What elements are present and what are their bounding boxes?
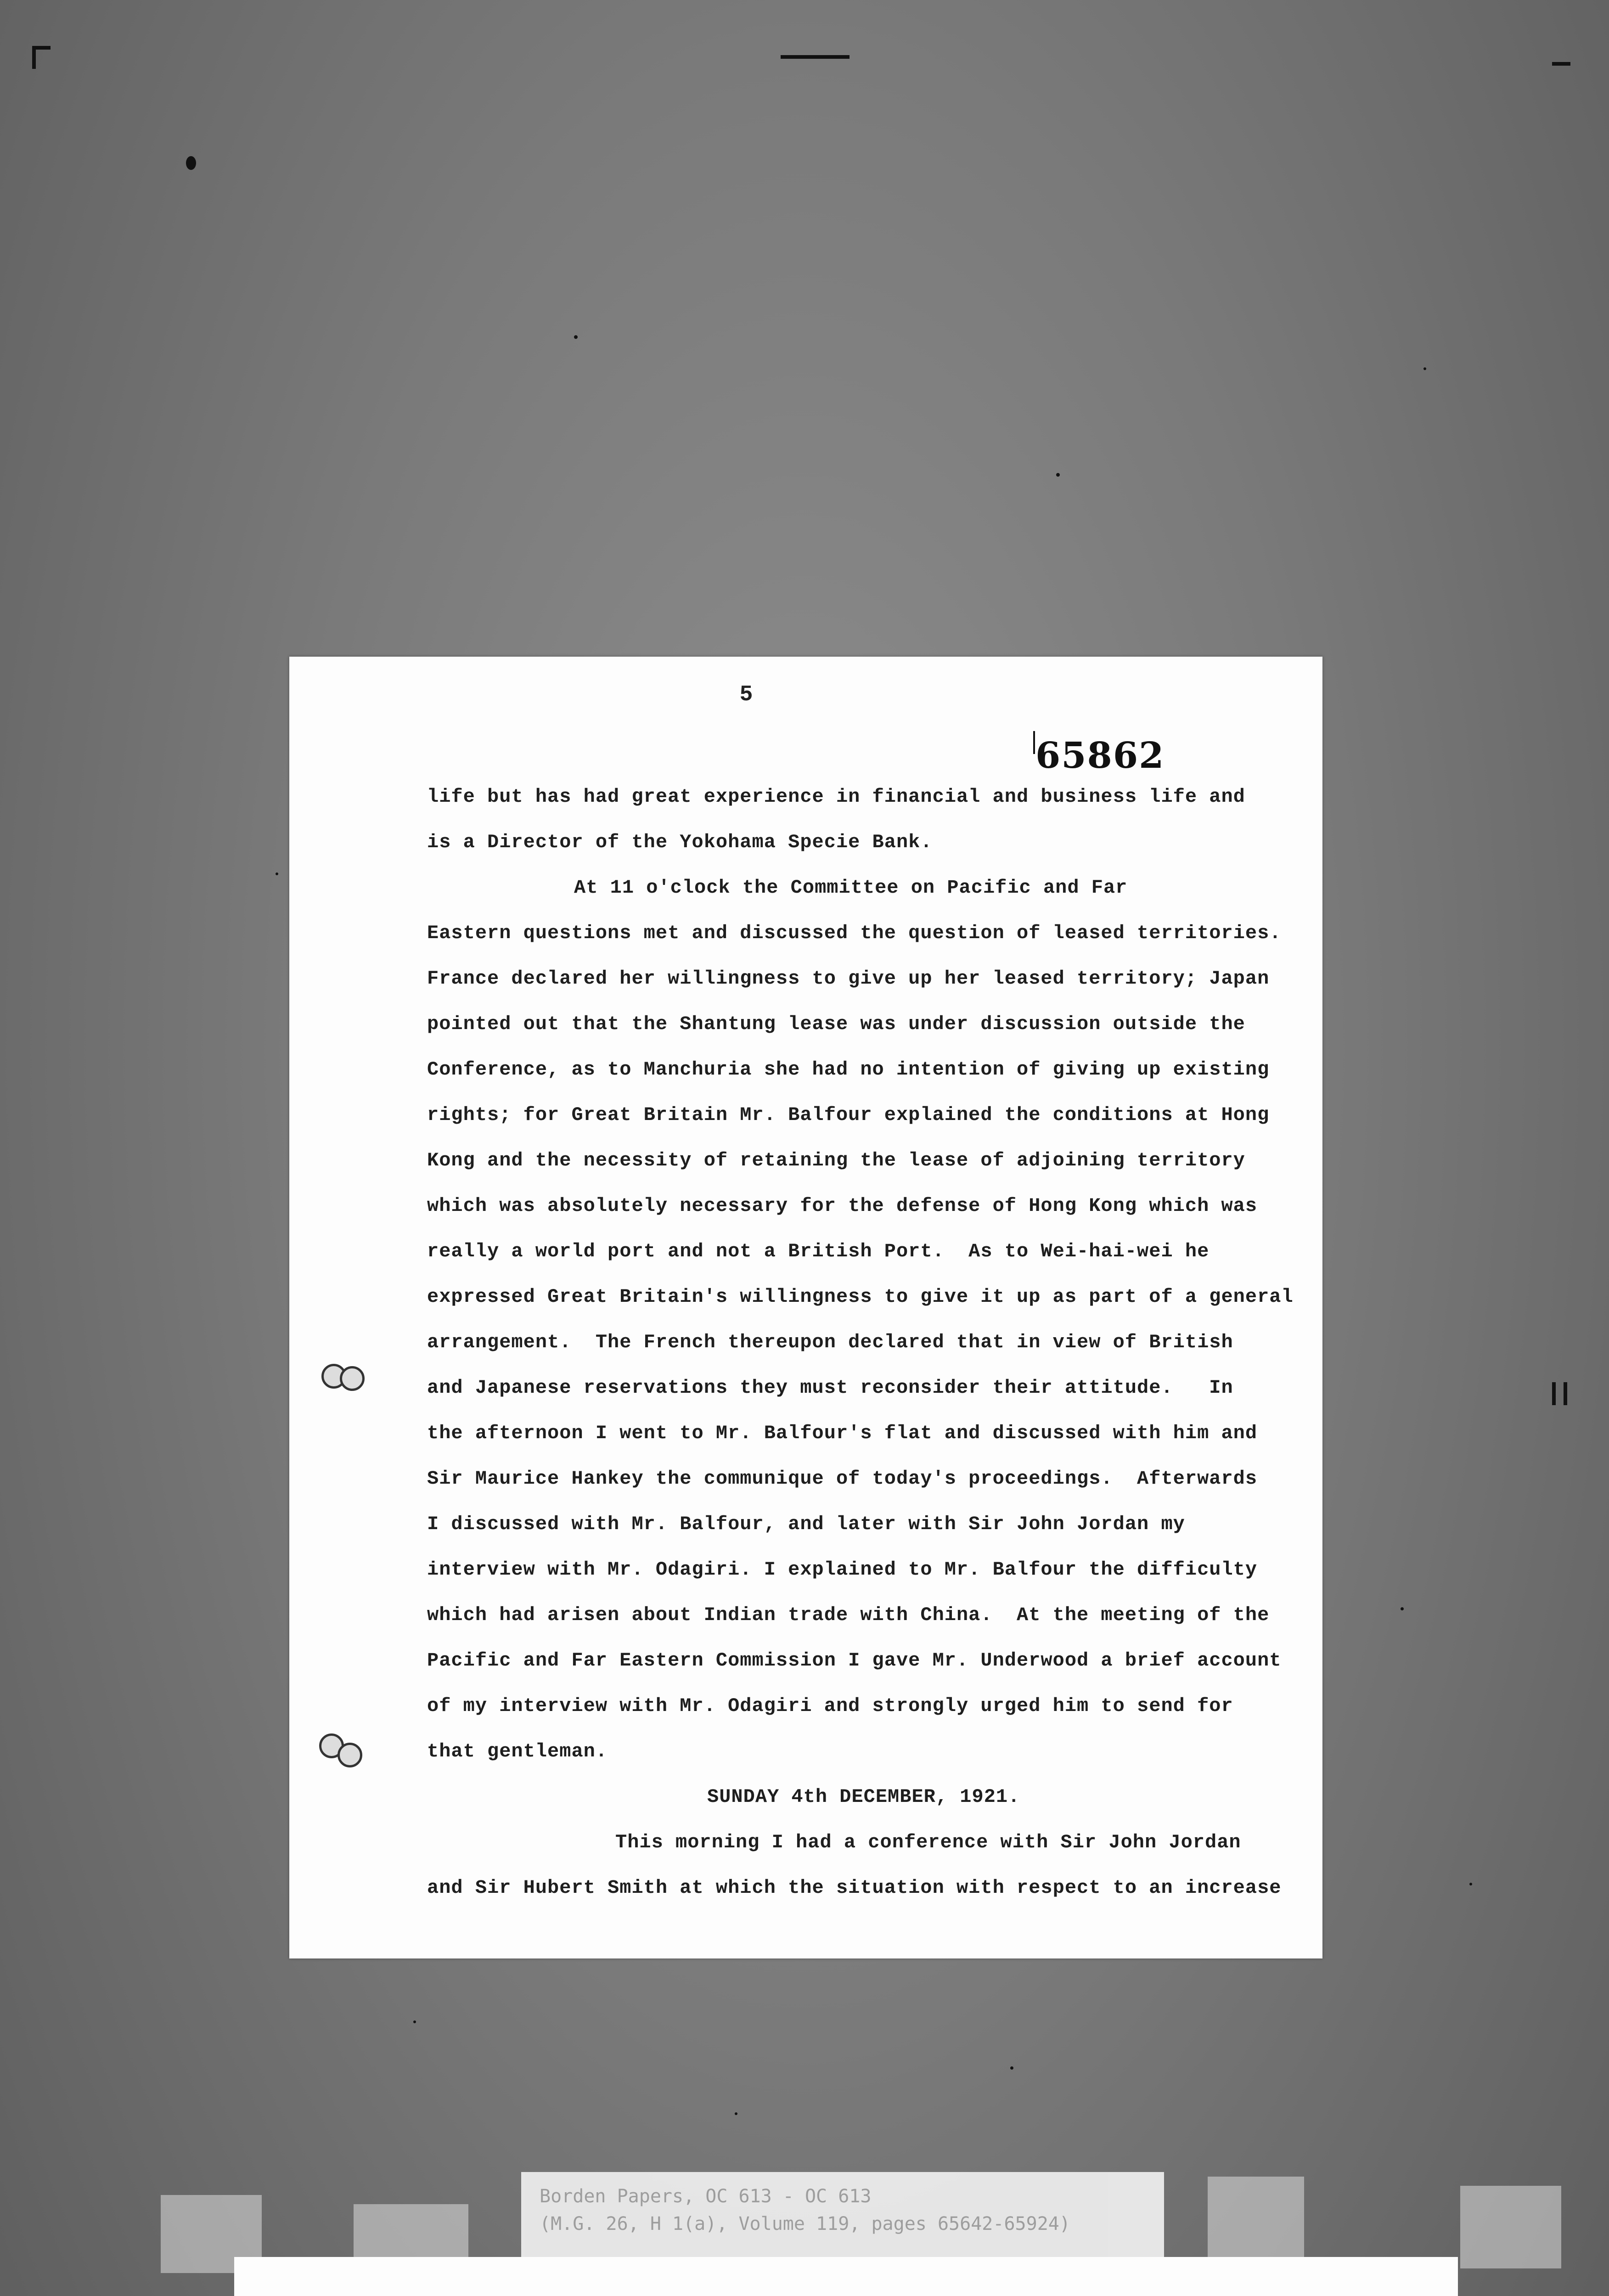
margin-tick — [1552, 1382, 1556, 1405]
frame-top-dash — [781, 55, 850, 59]
text-line: Sir Maurice Hankey the communique of today's proceedings. Afterwards — [427, 1468, 1258, 1490]
document-number: 65862 — [1035, 735, 1165, 777]
text-line: and Sir Hubert Smith at which the situation with respect to an increase — [427, 1877, 1282, 1899]
text-line: France declared her willingness to give up her leased territory; Japan — [427, 968, 1270, 990]
film-speck — [186, 156, 196, 170]
text-line: Conference, as to Manchuria she had no intention of giving up existing — [427, 1058, 1270, 1080]
text-line: I discussed with Mr. Balfour, and later with Sir John Jordan my — [427, 1513, 1185, 1535]
film-speck — [1010, 2066, 1013, 2070]
finding-aid-line: Borden Papers, OC 613 - OC 613 — [540, 2186, 872, 2207]
binder-hole — [340, 1366, 365, 1391]
film-speck — [413, 2020, 416, 2023]
text-line: This morning I had a conference with Sir John Jordan — [615, 1831, 1241, 1853]
film-speck — [276, 872, 278, 875]
text-line: which was absolutely necessary for the defense of Hong Kong which was — [427, 1195, 1258, 1217]
text-line: At 11 o'clock the Committee on Pacific and Far — [574, 877, 1128, 899]
tape-strip — [1208, 2177, 1304, 2268]
text-line: interview with Mr. Odagiri. I explained to Mr. Balfour the difficulty — [427, 1559, 1258, 1581]
film-speck — [574, 335, 578, 339]
binder-hole — [338, 1743, 362, 1767]
film-speck — [735, 2112, 737, 2115]
frame-corner-top-right — [1552, 62, 1570, 66]
text-line: expressed Great Britain's willingness to give it up as part of a general — [427, 1286, 1294, 1308]
text-line: life but has had great experience in financial and business life and — [427, 786, 1245, 808]
date-heading: SUNDAY 4th DECEMBER, 1921. — [707, 1786, 1020, 1808]
film-speck — [1056, 473, 1060, 477]
film-speck — [1423, 367, 1426, 370]
text-line: the afternoon I went to Mr. Balfour's flat and discussed with him and — [427, 1422, 1258, 1444]
text-line: is a Director of the Yokohama Specie Bank. — [427, 831, 933, 853]
document-page — [289, 657, 1322, 1958]
body-text — [427, 774, 1300, 1911]
film-speck — [1401, 1607, 1404, 1610]
tape-strip — [1460, 2186, 1561, 2268]
text-line: Pacific and Far Eastern Commission I gave Mr. Underwood a brief account — [427, 1649, 1282, 1671]
text-line: really a world port and not a British Port. As to Wei-hai-wei he — [427, 1240, 1210, 1262]
document-number-tick — [1033, 731, 1035, 754]
finding-aid-line: (M.G. 26, H 1(a), Volume 119, pages 65642-65924) — [540, 2213, 1070, 2234]
text-line: that gentleman. — [427, 1740, 608, 1762]
text-line: pointed out that the Shantung lease was under discussion outside the — [427, 1013, 1245, 1035]
text-line: Eastern questions met and discussed the question of leased territories. — [427, 922, 1282, 944]
film-speck — [1469, 1883, 1472, 1885]
text-line: rights; for Great Britain Mr. Balfour explained the conditions at Hong — [427, 1104, 1270, 1126]
text-line: arrangement. The French thereupon declared that in view of British — [427, 1331, 1233, 1353]
page-number: 5 — [739, 682, 753, 707]
text-line: and Japanese reservations they must reconsider their attitude. In — [427, 1377, 1233, 1399]
text-line: which had arisen about Indian trade with China. At the meeting of the — [427, 1604, 1270, 1626]
text-line: of my interview with Mr. Odagiri and strongly urged him to send for — [427, 1695, 1233, 1717]
frame-corner-top-left — [32, 46, 36, 69]
archive-stamp — [234, 2257, 1458, 2296]
margin-tick — [1564, 1382, 1567, 1405]
text-line: Kong and the necessity of retaining the lease of adjoining territory — [427, 1149, 1245, 1171]
